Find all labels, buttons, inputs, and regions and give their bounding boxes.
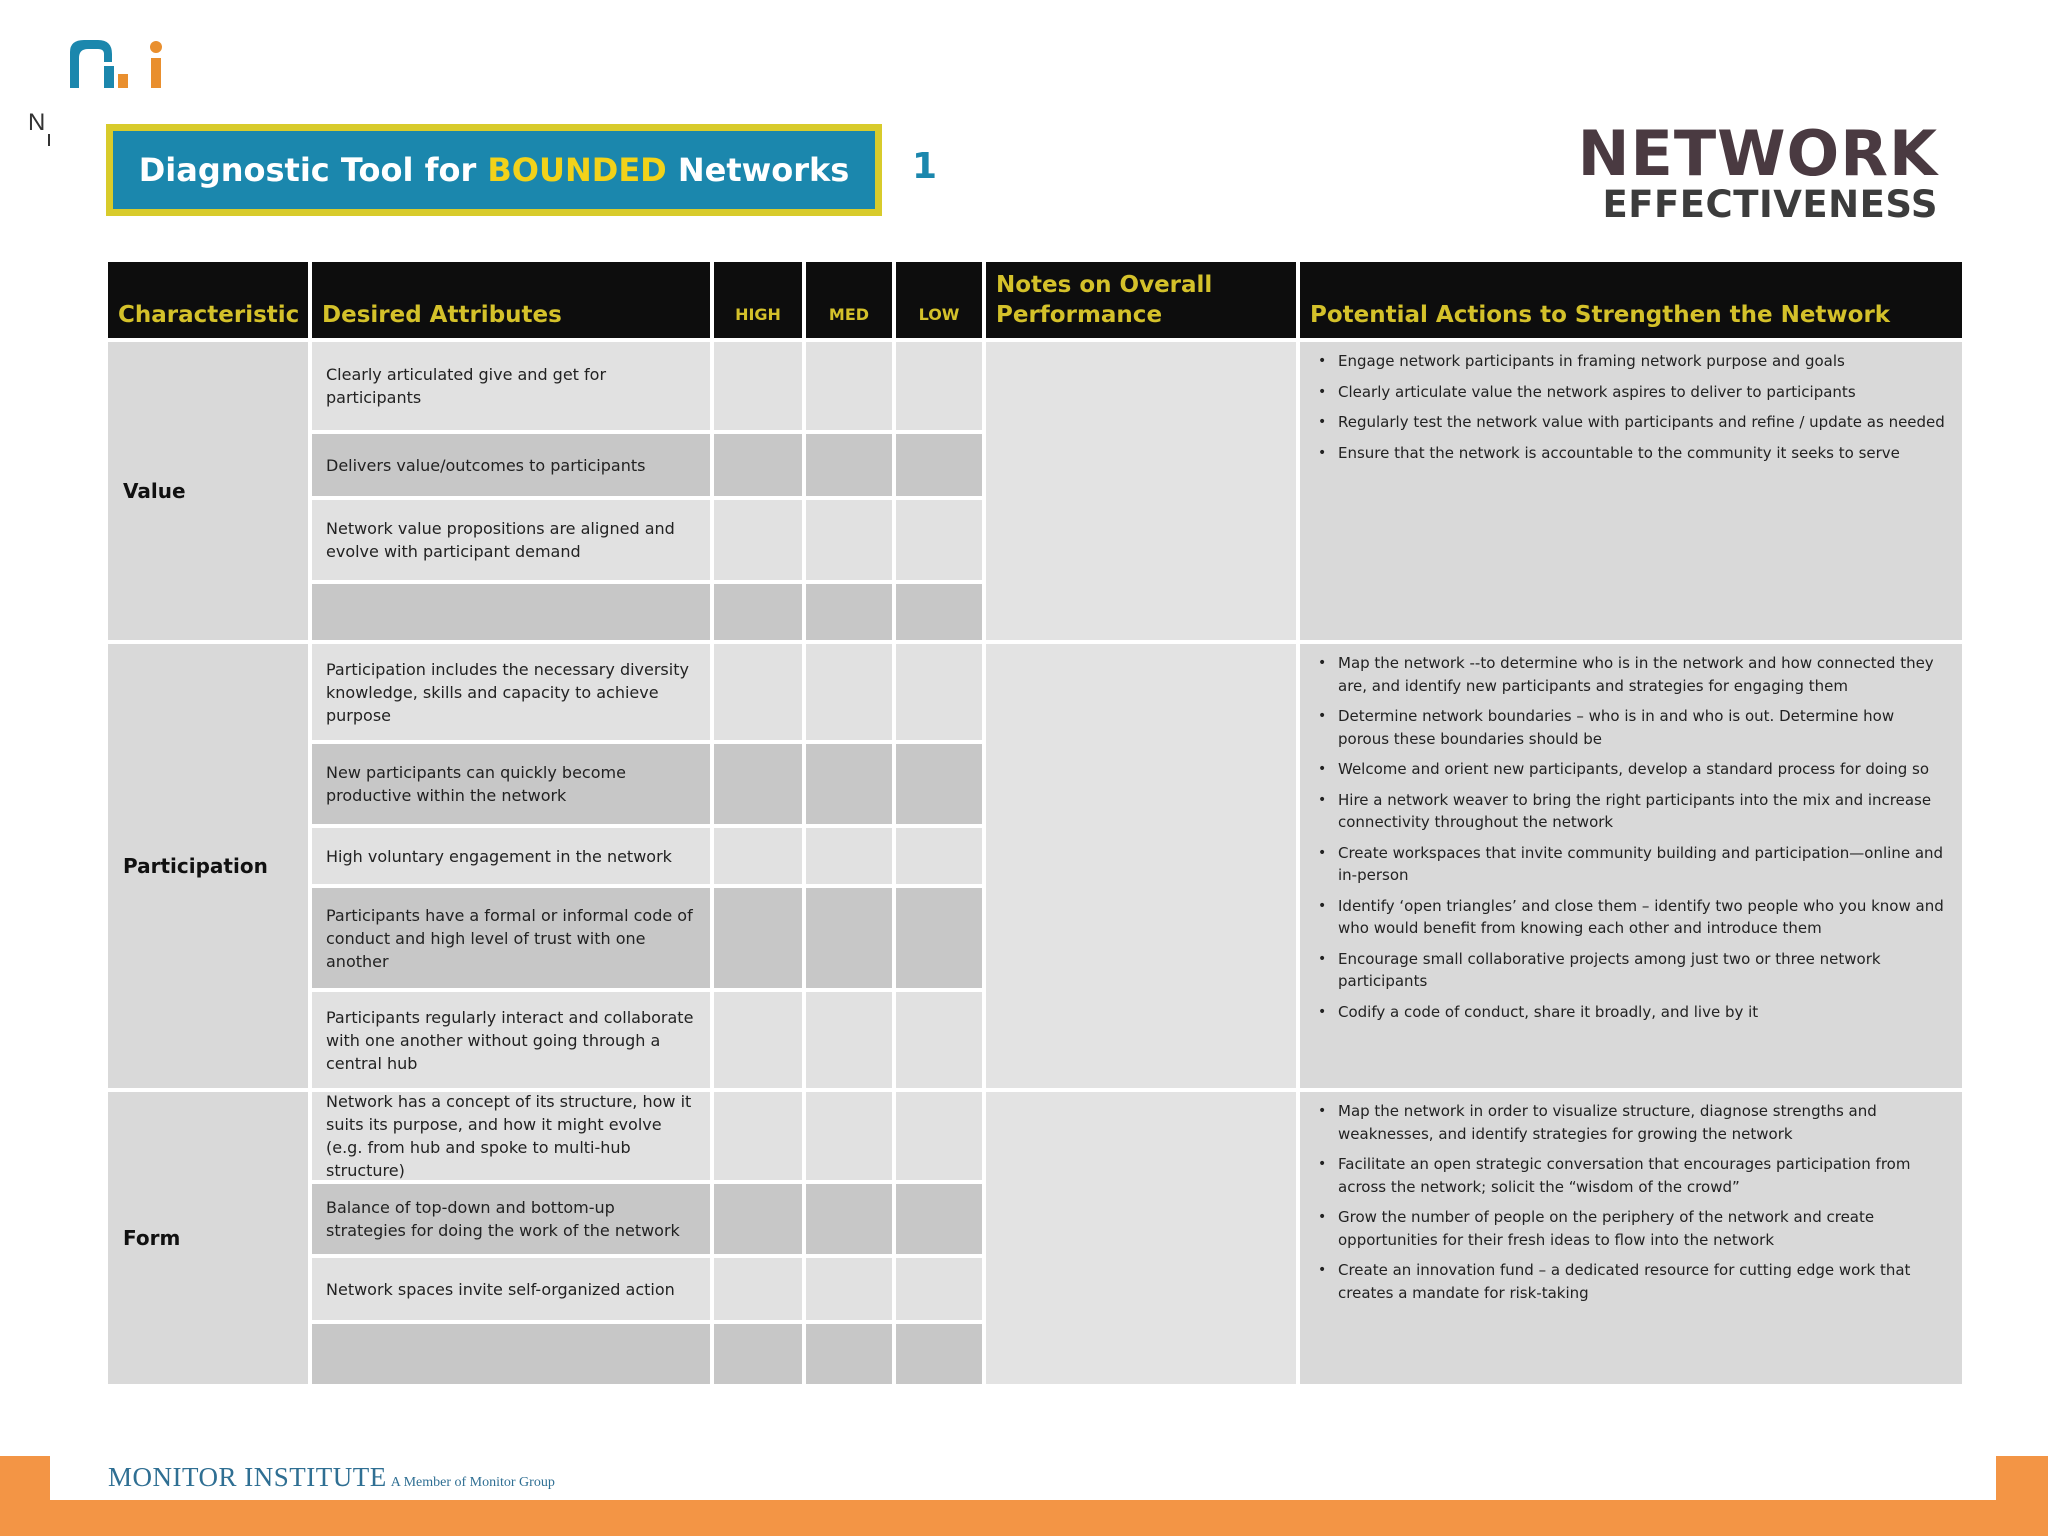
rating-low-cell[interactable] <box>896 992 982 1088</box>
actions-cell <box>1300 1092 1962 1384</box>
rating-med-cell[interactable] <box>806 342 892 430</box>
action-item: • Create workspaces that invite community building and participation—online and in-person <box>1314 842 1948 887</box>
side-mark <box>28 109 50 146</box>
action-item: • Create an innovation fund – a dedicated resource for cutting edge work that creates a mandate for risk-taking <box>1314 1259 1948 1304</box>
attribute-cell <box>312 1324 710 1384</box>
rating-low-cell[interactable] <box>896 888 982 988</box>
rating-med-cell[interactable] <box>806 744 892 824</box>
rating-high-cell[interactable] <box>714 434 802 496</box>
notes-cell[interactable] <box>986 644 1296 1088</box>
rating-low-cell[interactable] <box>896 434 982 496</box>
title-highlight: BOUNDED <box>487 151 667 189</box>
actions-list <box>1314 350 1948 464</box>
rating-high-cell[interactable] <box>714 1324 802 1384</box>
rating-high-cell[interactable] <box>714 584 802 640</box>
header-med: MED <box>806 262 892 338</box>
rating-low-cell[interactable] <box>896 584 982 640</box>
page-number: 1 <box>912 146 938 187</box>
notes-cell[interactable] <box>986 342 1296 640</box>
characteristic-form: Form <box>108 1092 308 1384</box>
header-characteristic: Characteristic <box>108 262 308 338</box>
actions-cell <box>1300 342 1962 640</box>
rating-med-cell[interactable] <box>806 1184 892 1254</box>
rating-med-cell[interactable] <box>806 644 892 740</box>
title-banner <box>106 124 882 216</box>
characteristic-value: Value <box>108 342 308 640</box>
rating-high-cell[interactable] <box>714 342 802 430</box>
notes-cell[interactable] <box>986 1092 1296 1384</box>
title-suffix: Networks <box>666 151 850 189</box>
rating-low-cell[interactable] <box>896 1258 982 1320</box>
rating-low-cell[interactable] <box>896 1324 982 1384</box>
action-item: • Grow the number of people on the periphery of the network and create opportunities for their fresh ideas to flow into the network <box>1314 1206 1948 1251</box>
rating-high-cell[interactable] <box>714 744 802 824</box>
rating-high-cell[interactable] <box>714 888 802 988</box>
action-item: • Ensure that the network is accountable to the community it seeks to serve <box>1314 442 1948 465</box>
attribute-cell: New participants can quickly become productive within the network <box>312 744 710 824</box>
action-item: • Hire a network weaver to bring the right participants into the mix and increase connectivity throughout the network <box>1314 789 1948 834</box>
action-item: • Encourage small collaborative projects among just two or three network participants <box>1314 948 1948 993</box>
rating-high-cell[interactable] <box>714 828 802 884</box>
footer-subtitle: A Member of Monitor Group <box>390 1475 555 1490</box>
side-mark-bar <box>48 134 50 146</box>
brand-line-1: NETWORK <box>1577 117 1938 190</box>
action-item: • Regularly test the network value with participants and refine / update as needed <box>1314 411 1948 434</box>
rating-low-cell[interactable] <box>896 1092 982 1180</box>
rating-high-cell[interactable] <box>714 1258 802 1320</box>
rating-med-cell[interactable] <box>806 888 892 988</box>
rating-low-cell[interactable] <box>896 828 982 884</box>
action-item: • Map the network in order to visualize structure, diagnose strengths and weaknesses, and identify strategies for growing the network <box>1314 1100 1948 1145</box>
rating-low-cell[interactable] <box>896 342 982 430</box>
attribute-cell: Participants regularly interact and collaborate with one another without going through a central hub <box>312 992 710 1088</box>
footer-logo-text <box>108 1462 555 1493</box>
rating-low-cell[interactable] <box>896 644 982 740</box>
header-attributes: Desired Attributes <box>312 262 710 338</box>
page-title <box>139 151 850 189</box>
attribute-cell: Clearly articulated give and get for participants <box>312 342 710 430</box>
brand-wordmark <box>1577 117 1938 226</box>
logo-icon <box>70 40 170 88</box>
brand-line-2: EFFECTIVENESS <box>1602 183 1938 226</box>
rating-high-cell[interactable] <box>714 500 802 580</box>
title-prefix: Diagnostic Tool for <box>138 151 488 189</box>
side-mark-letter: N <box>28 109 46 136</box>
rating-med-cell[interactable] <box>806 1092 892 1180</box>
diagnostic-table <box>108 262 1944 1410</box>
action-item: • Facilitate an open strategic conversation that encourages participation from across the network; solicit the “wisdom of the crowd” <box>1314 1153 1948 1198</box>
attribute-cell: Participation includes the necessary diversity knowledge, skills and capacity to achieve purpose <box>312 644 710 740</box>
action-item: • Clearly articulate value the network aspires to deliver to participants <box>1314 381 1948 404</box>
attribute-cell: High voluntary engagement in the network <box>312 828 710 884</box>
attribute-cell: Delivers value/outcomes to participants <box>312 434 710 496</box>
rating-high-cell[interactable] <box>714 644 802 740</box>
header-notes: Notes on Overall Performance <box>986 262 1296 338</box>
rating-med-cell[interactable] <box>806 1258 892 1320</box>
attribute-cell <box>312 584 710 640</box>
rating-med-cell[interactable] <box>806 1324 892 1384</box>
attribute-cell: Participants have a formal or informal code of conduct and high level of trust with one another <box>312 888 710 988</box>
rating-high-cell[interactable] <box>714 992 802 1088</box>
attribute-cell: Network value propositions are aligned and evolve with participant demand <box>312 500 710 580</box>
header-high: HIGH <box>714 262 802 338</box>
rating-med-cell[interactable] <box>806 584 892 640</box>
attribute-cell: Network has a concept of its structure, how it suits its purpose, and how it might evolve (e.g. from hub and spoke to multi-hub structure) <box>312 1092 710 1180</box>
rating-med-cell[interactable] <box>806 500 892 580</box>
action-item: • Codify a code of conduct, share it broadly, and live by it <box>1314 1001 1948 1024</box>
action-item: • Map the network --to determine who is in the network and how connected they are, and identify new participants and strategies for engaging them <box>1314 652 1948 697</box>
header-low: LOW <box>896 262 982 338</box>
rating-high-cell[interactable] <box>714 1092 802 1180</box>
header-actions: Potential Actions to Strengthen the Network <box>1300 262 1962 338</box>
action-item: • Welcome and orient new participants, develop a standard process for doing so <box>1314 758 1948 781</box>
rating-low-cell[interactable] <box>896 500 982 580</box>
rating-med-cell[interactable] <box>806 992 892 1088</box>
action-item: • Determine network boundaries – who is in and who is out. Determine how porous these boundaries should be <box>1314 705 1948 750</box>
actions-list <box>1314 1100 1948 1304</box>
action-item: • Identify ‘open triangles’ and close them – identify two people who you know and who would benefit from knowing each other and introduce them <box>1314 895 1948 940</box>
actions-cell <box>1300 644 1962 1088</box>
attribute-cell: Network spaces invite self-organized action <box>312 1258 710 1320</box>
action-item: • Engage network participants in framing network purpose and goals <box>1314 350 1948 373</box>
attribute-cell: Balance of top-down and bottom-up strategies for doing the work of the network <box>312 1184 710 1254</box>
footer-name: MONITOR INSTITUTE <box>108 1462 387 1492</box>
rating-low-cell[interactable] <box>896 744 982 824</box>
rating-low-cell[interactable] <box>896 1184 982 1254</box>
rating-high-cell[interactable] <box>714 1184 802 1254</box>
rating-med-cell[interactable] <box>806 828 892 884</box>
characteristic-participation: Participation <box>108 644 308 1088</box>
rating-med-cell[interactable] <box>806 434 892 496</box>
actions-list <box>1314 652 1948 1023</box>
